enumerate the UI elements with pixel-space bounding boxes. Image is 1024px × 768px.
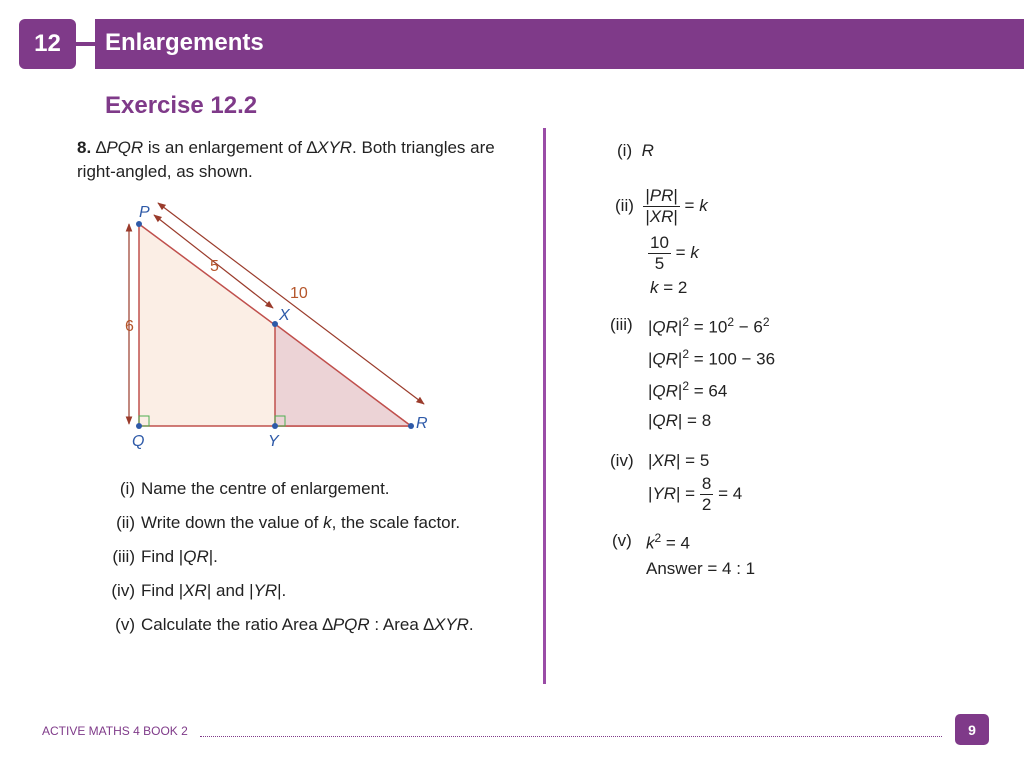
answer-eq: = k <box>684 195 708 215</box>
length-px: 5 <box>210 258 219 275</box>
part-var: PQR <box>332 615 370 634</box>
small-triangle-fill <box>275 324 411 426</box>
fraction-10-5 <box>648 233 671 274</box>
part-label: (i) <box>119 479 135 498</box>
answer-iv-line2 <box>648 474 742 515</box>
answer-eq: = k <box>675 242 699 262</box>
frac-den: |XR| <box>645 207 678 226</box>
length-pq: 6 <box>125 318 134 335</box>
frac-num: 10 <box>650 233 669 252</box>
answer-ii-result: k = 2 <box>650 278 688 297</box>
part-var: XR <box>183 581 207 600</box>
answer-v-label: (v) <box>612 531 632 550</box>
answer-i <box>617 141 654 161</box>
triangle-pqr: PQR <box>106 138 144 157</box>
part-ii <box>95 506 474 540</box>
label-r: R <box>416 415 428 432</box>
delta-symbol: ∆ <box>306 138 318 157</box>
chapter-title: Enlargements <box>105 29 264 56</box>
answer-value: R <box>641 141 654 160</box>
answer-text: = 4 <box>718 483 743 503</box>
point-y <box>272 423 278 429</box>
intro-text: . Both triangles are right-angled, as shown. <box>77 138 495 181</box>
answer-iv-line1: |XR| = 5 <box>648 451 710 470</box>
part-text: : Area ∆ <box>369 615 434 634</box>
part-text: , the scale factor. <box>331 513 461 532</box>
exercise-title: Exercise 12.2 <box>105 92 258 119</box>
point-p <box>136 221 142 227</box>
part-label: (iii) <box>112 547 135 566</box>
triangle-diagram <box>110 195 440 455</box>
answer-iii-line2: $|QR|^2 = 100 - 36$ <box>648 347 776 369</box>
length-pr: 10 <box>290 285 308 302</box>
answer-label: (ii) <box>615 195 634 215</box>
frac-num: |PR| <box>645 186 678 205</box>
part-text: Write down the value of <box>141 513 324 532</box>
label-p: P <box>139 204 150 221</box>
point-r <box>408 423 414 429</box>
answer-iii-label: (iii) <box>610 315 633 334</box>
answer-label: (i) <box>617 141 633 160</box>
intro-text: is an enlargement of <box>143 138 307 157</box>
header-connector <box>76 42 95 46</box>
answer-v-line1: $k^2 = 4$ <box>646 531 691 553</box>
frac-den: 2 <box>701 495 712 514</box>
question-intro <box>77 136 517 184</box>
part-text: Find | <box>141 581 184 600</box>
part-var: YR <box>253 581 278 600</box>
frac-den: 5 <box>654 254 665 273</box>
part-var: QR <box>183 547 209 566</box>
answer-iii-line1: $|QR|^2 = 10^2 - 6^2$ <box>648 315 770 337</box>
answer-v-line2: Answer = 4 : 1 <box>646 559 756 578</box>
column-divider <box>543 128 546 684</box>
footer-dotted-line <box>200 736 942 737</box>
part-iv <box>95 574 474 608</box>
chapter-number-badge: 12 <box>19 19 76 69</box>
frac-num: 8 <box>701 474 712 493</box>
part-text: |. <box>277 581 287 600</box>
part-text: Name the centre of enlargement. <box>141 479 390 498</box>
book-title: ACTIVE MATHS 4 BOOK 2 <box>42 724 188 738</box>
part-v <box>95 608 474 642</box>
part-var: XYR <box>433 615 469 634</box>
part-label: (ii) <box>116 513 135 532</box>
point-q <box>136 423 142 429</box>
part-label: (v) <box>115 615 135 634</box>
label-y: Y <box>268 433 279 450</box>
part-iii <box>95 540 474 574</box>
answer-iv-label: (iv) <box>610 451 634 470</box>
part-text: |. <box>208 547 218 566</box>
fraction-pr-xr <box>643 186 679 227</box>
question-parts <box>95 472 474 642</box>
part-text: Calculate the ratio Area ∆ <box>141 615 333 634</box>
delta-symbol: ∆ <box>95 138 107 157</box>
part-text: . <box>468 615 474 634</box>
part-text: Find | <box>141 547 184 566</box>
part-label: (iv) <box>111 581 135 600</box>
part-var: k <box>323 513 332 532</box>
part-text: | and | <box>206 581 254 600</box>
label-x: X <box>279 307 290 324</box>
label-q: Q <box>132 433 145 450</box>
question-number: 8. <box>77 138 92 157</box>
triangle-xyr: XYR <box>317 138 353 157</box>
answer-iii-line4: |QR| = 8 <box>648 411 712 430</box>
answer-text: |YR| = <box>648 483 696 503</box>
answer-iii-line3: $|QR|^2 = 64$ <box>648 379 728 401</box>
part-i <box>95 472 474 506</box>
answer-ii-line1 <box>615 186 708 227</box>
point-x <box>272 321 278 327</box>
fraction-8-2 <box>700 474 713 515</box>
page-number-badge: 9 <box>955 714 989 745</box>
answer-ii-line2 <box>648 233 699 274</box>
